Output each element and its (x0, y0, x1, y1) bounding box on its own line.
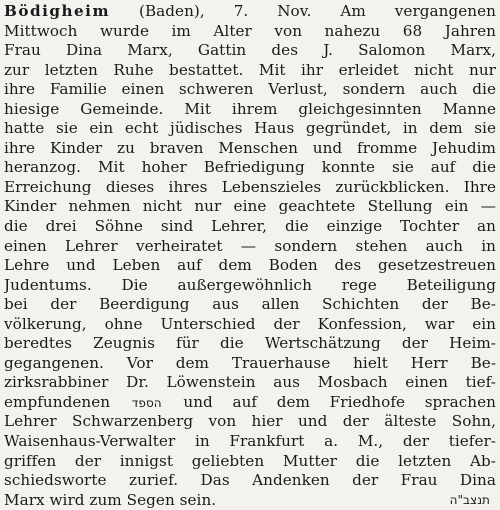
article-line: Judentums. Die außergewöhnlich rege Beteiligung (4, 275, 496, 294)
article-line: zirksrabbiner Dr. Löwenstein aus Mosbach einen tief- (4, 373, 496, 392)
hebrew-word-hesped: הספד (131, 395, 162, 410)
article-line: völkerung, ohne Unterschied der Konfession, war ein (4, 314, 496, 333)
hesped-line-before: empfundenen (4, 392, 111, 411)
article-line: ihre Familie einen schweren Verlust, sondern auch die (4, 80, 496, 99)
article-line: heranzog. Mit hoher Befriedigung konnte sie auf die (4, 158, 496, 177)
article-line: Frau Dina Marx, Gattin des J. Salomon Marx, (4, 41, 496, 60)
article-line: die drei Söhne sind Lehrer, die einzige Tochter an (4, 217, 496, 236)
hebrew-sign-off: תנצב"ה (449, 492, 490, 507)
article-line: Waisenhaus-Verwalter in Frankfurt a. M., der tiefer- (4, 432, 496, 451)
article-line: griffen der innigst geliebten Mutter die letzten Ab- (4, 451, 496, 470)
article-line: ihre Kinder zu braven Menschen und fromme Jehudim (4, 138, 496, 157)
article-line: zur letzten Ruhe bestattet. Mit ihr erleidet nicht nur (4, 60, 496, 79)
dateline-place: Bödigheim (4, 2, 111, 20)
hesped-line-after: und auf dem Friedhofe sprachen (183, 392, 496, 411)
dateline-rest: (Baden), 7. Nov. Am vergangenen (110, 2, 496, 20)
article-line: Kinder nehmen nicht nur eine geachtete Stellung ein — (4, 197, 496, 216)
article-line: hiesige Gemeinde. Mit ihrem gleichgesinnten Manne (4, 99, 496, 118)
article-line: beredtes Zeugnis für die Wertschätzung der Heim- (4, 334, 496, 353)
article-line: schiedsworte zurief. Das Andenken der Frau Dina (4, 471, 496, 490)
closing-text: Marx wird zum Segen sein. (4, 490, 217, 509)
hesped-line (4, 393, 496, 413)
closing-line (4, 491, 496, 510)
article-line: Lehrer Schwarzenberg von hier und der älteste Sohn, (4, 412, 496, 431)
dateline (4, 2, 496, 22)
article-line: bei der Beerdigung aus allen Schichten der Be- (4, 295, 496, 314)
article-line: gegangenen. Vor dem Trauerhause hielt Herr Be- (4, 353, 496, 372)
article-line: einen Lehrer verheiratet — sondern stehen auch in (4, 236, 496, 255)
article-line: Mittwoch wurde im Alter von nahezu 68 Jahren (4, 21, 496, 40)
newspaper-article (4, 2, 496, 509)
article-line: hatte sie ein echt jüdisches Haus gegründet, in dem sie (4, 119, 496, 138)
article-line: Lehre und Leben auf dem Boden des gesetzestreuen (4, 256, 496, 275)
article-line: Erreichung dieses ihres Lebenszieles zurückblicken. Ihre (4, 177, 496, 196)
